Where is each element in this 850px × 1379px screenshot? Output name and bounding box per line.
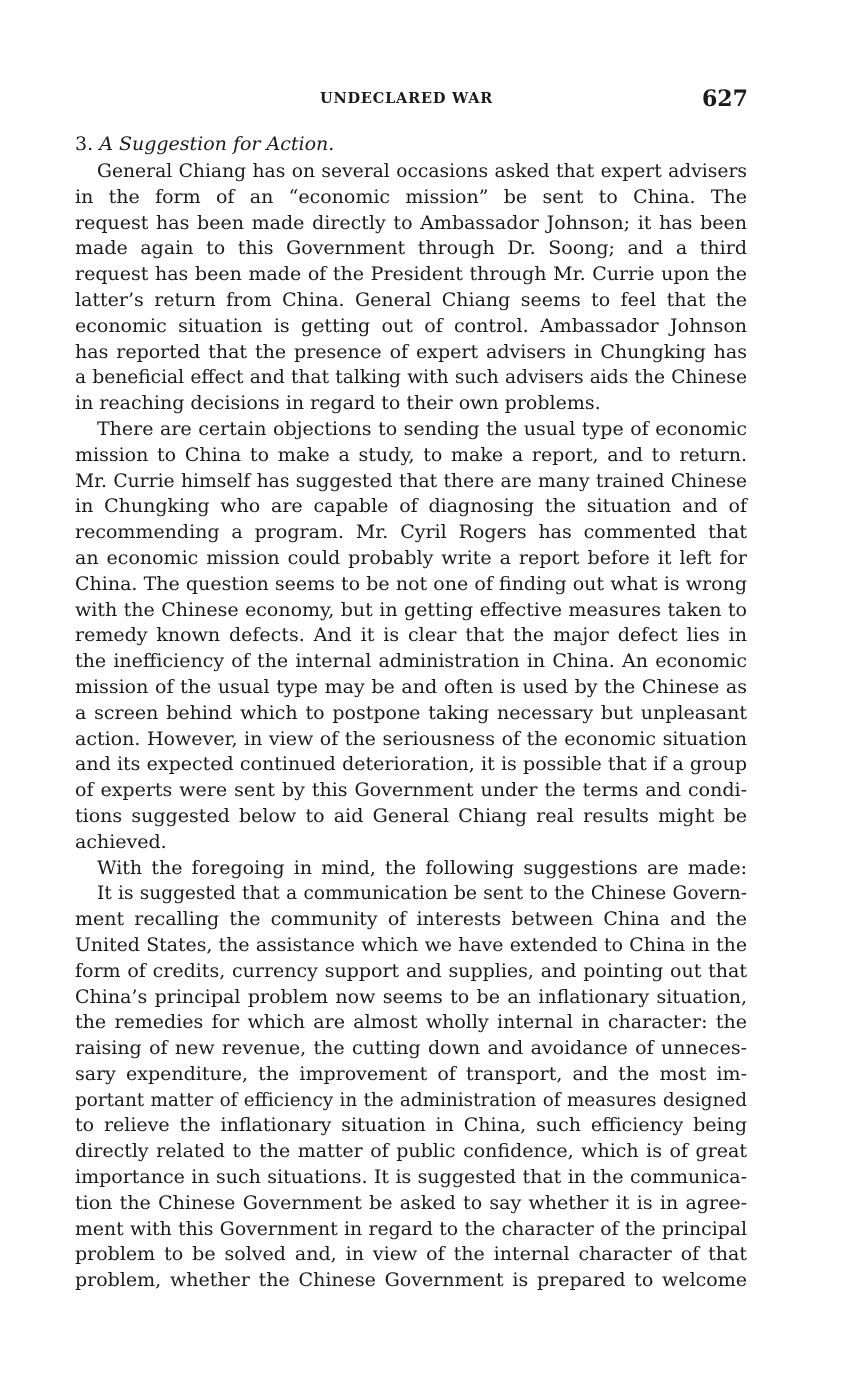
text-line: tions suggested below to aid General Chiang real results might be xyxy=(75,804,747,827)
text-line: a screen behind which to postpone taking necessary but unpleasant xyxy=(75,701,747,724)
body-text xyxy=(75,159,747,1294)
text-line: With the foregoing in mind, the following suggestions are made: xyxy=(97,856,747,879)
text-line: achieved. xyxy=(75,830,167,853)
text-line: It is suggested that a communication be sent to the Chinese Govern- xyxy=(97,883,747,905)
text-line: of experts were sent by this Government under the terms and condi- xyxy=(75,779,747,802)
text-line: and its expected continued deterioration, it is possible that if a group xyxy=(75,753,747,776)
text-line: Mr. Currie himself has suggested that there are many trained Chinese xyxy=(75,470,747,492)
text-line: made again to this Government through Dr. Soong; and a third xyxy=(75,237,747,260)
text-line: request has been made of the President through Mr. Currie upon the xyxy=(75,263,747,286)
text-line: mission of the usual type may be and often is used by the Chinese as xyxy=(75,675,747,698)
text-line: the remedies for which are almost wholly internal in character: the xyxy=(75,1011,747,1034)
text-line: form of credits, currency support and supplies, and pointing out that xyxy=(75,959,747,982)
text-line: remedy known defects. And it is clear that the major defect lies in xyxy=(75,624,747,647)
running-title: UNDECLARED WAR xyxy=(320,90,494,107)
text-line: United States, the assistance which we have extended to China in the xyxy=(75,933,747,956)
section-heading xyxy=(75,133,334,155)
text-line: importance in such situations. It is suggested that in the communica- xyxy=(75,1166,747,1189)
text-line: economic situation is getting out of control. Ambassador Johnson xyxy=(75,314,747,337)
text-line: General Chiang has on several occasions asked that expert advisers xyxy=(97,161,747,182)
text-line: an economic mission could probably write a report before it left for xyxy=(75,546,747,569)
text-line: directly related to the matter of public confidence, which is of great xyxy=(75,1140,747,1163)
text-line: China. The question seems to be not one of finding out what is wrong xyxy=(75,572,747,595)
text-line: with the Chinese economy, but in getting effective measures taken to xyxy=(75,598,747,621)
text-line: ment recalling the community of interests between China and the xyxy=(75,908,747,931)
text-line: action. However, in view of the seriousness of the economic situation xyxy=(75,727,747,750)
text-line: ment with this Government in regard to the character of the principal xyxy=(75,1218,747,1240)
text-line: has reported that the presence of expert advisers in Chungking has xyxy=(75,340,747,363)
text-line: recommending a program. Mr. Cyril Rogers has commented that xyxy=(75,521,747,544)
text-line: in reaching decisions in regard to their own problems. xyxy=(75,392,601,415)
text-line: China’s principal problem now seems to be an inflationary situation, xyxy=(75,985,747,1008)
text-line: in Chungking who are capable of diagnosing the situation and of xyxy=(75,495,747,518)
section-title: A Suggestion for Action. xyxy=(99,133,335,155)
text-line: raising of new revenue, the cutting down and avoidance of unneces- xyxy=(75,1037,747,1060)
section-number: 3. xyxy=(75,133,94,155)
text-line: problem to be solved and, in view of the internal character of that xyxy=(75,1243,747,1266)
page-number: 627 xyxy=(702,86,748,112)
text-line: problem, whether the Chinese Government is prepared to welcome xyxy=(75,1269,747,1292)
text-line: portant matter of efficiency in the administration of measures designed xyxy=(75,1089,747,1111)
text-line: There are certain objections to sending the usual type of economic xyxy=(97,417,747,440)
text-line: latter’s return from China. General Chiang seems to feel that the xyxy=(75,288,747,311)
text-line: tion the Chinese Government be asked to say whether it is in agree- xyxy=(75,1191,747,1214)
running-head xyxy=(0,86,850,112)
text-line: sary expenditure, the improvement of transport, and the most im- xyxy=(75,1062,747,1085)
text-line: mission to China to make a study, to make a report, and to return. xyxy=(75,443,747,466)
text-line: request has been made directly to Ambassador Johnson; it has been xyxy=(75,211,747,234)
text-line: to relieve the inflationary situation in China, such efficiency being xyxy=(75,1114,747,1137)
text-line: in the form of an “economic mission” be sent to China. The xyxy=(75,185,747,208)
text-line: the inefficiency of the internal administration in China. An economic xyxy=(75,650,747,673)
text-line: a beneficial effect and that talking with such advisers aids the Chinese xyxy=(75,367,747,389)
